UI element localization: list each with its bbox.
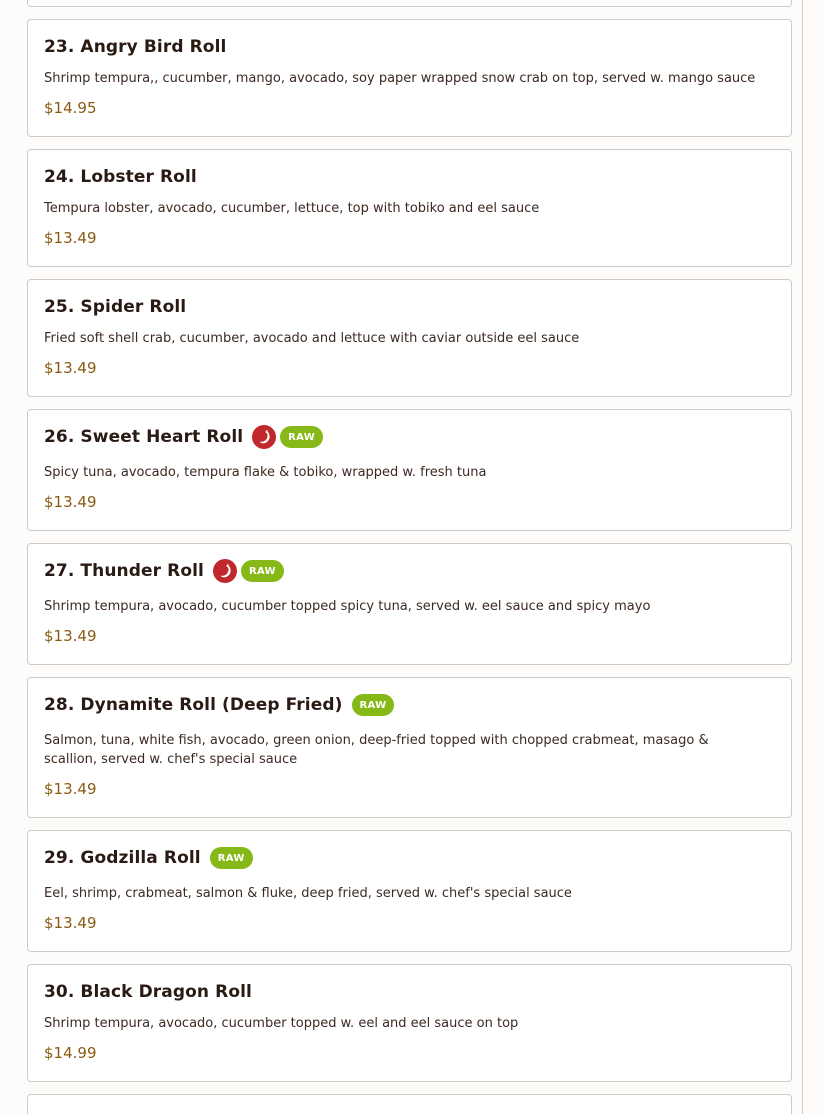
menu-item-header <box>44 424 323 450</box>
menu-item-header <box>44 692 394 718</box>
menu-item-price: $13.49 <box>44 780 97 798</box>
menu-item-description: Tempura lobster, avocado, cucumber, lettuce, top with tobiko and eel sauce <box>44 201 540 216</box>
menu-item-title: 29. Godzilla Roll <box>44 848 201 868</box>
scrollbar-edge <box>802 0 803 1114</box>
menu-item-price: $13.49 <box>44 493 97 511</box>
menu-item-title: 23. Angry Bird Roll <box>44 37 227 57</box>
menu-item-card[interactable] <box>27 149 792 267</box>
menu-item-badges <box>213 559 284 583</box>
menu-item-description: Shrimp tempura, avocado, cucumber topped w. eel and eel sauce on top <box>44 1016 519 1031</box>
menu-item-card[interactable] <box>27 409 792 531</box>
menu-item-title: 24. Lobster Roll <box>44 167 197 187</box>
menu-item-title: 27. Thunder Roll <box>44 561 204 581</box>
menu-item-badges <box>210 847 253 869</box>
menu-item-header <box>44 845 253 871</box>
menu-item-description: Shrimp tempura,, cucumber, mango, avocado, soy paper wrapped snow crab on top, served w. mango sauce <box>44 71 756 86</box>
menu-item-description: Shrimp tempura, avocado, cucumber topped spicy tuna, served w. eel sauce and spicy mayo <box>44 599 651 614</box>
menu-item-card[interactable] <box>27 19 792 137</box>
menu-item-title: 30. Black Dragon Roll <box>44 982 252 1002</box>
menu-item-header <box>44 164 197 190</box>
chili-pepper-icon <box>213 559 237 583</box>
menu-item-price: $13.49 <box>44 229 97 247</box>
menu-item-description: Spicy tuna, avocado, tempura flake & tobiko, wrapped w. fresh tuna <box>44 465 487 480</box>
menu-item-card[interactable] <box>27 677 792 818</box>
menu-item-price: $14.99 <box>44 1044 97 1062</box>
raw-badge: RAW <box>241 560 284 582</box>
menu-item-header <box>44 979 252 1005</box>
menu-item-price: $13.49 <box>44 914 97 932</box>
raw-badge: RAW <box>352 694 395 716</box>
menu-item-description: Salmon, tuna, white fish, avocado, green onion, deep-fried topped with chopped crabmeat, masago & scallion, served w. chef's special sauce <box>44 733 709 767</box>
menu-item-header <box>44 34 226 60</box>
raw-badge: RAW <box>280 426 323 448</box>
menu-item-badges <box>352 694 395 716</box>
menu-item-price: $13.49 <box>44 627 97 645</box>
menu-item-card[interactable] <box>27 964 792 1082</box>
menu-item-title: 26. Sweet Heart Roll <box>44 427 244 447</box>
chili-pepper-icon <box>252 425 276 449</box>
menu-item-description: Fried soft shell crab, cucumber, avocado and lettuce with caviar outside eel sauce <box>44 331 580 346</box>
menu-item-card[interactable] <box>27 543 792 665</box>
menu-item-title: 28. Dynamite Roll (Deep Fried) <box>44 695 343 715</box>
menu-item-header <box>44 294 186 320</box>
menu-item-description: Eel, shrimp, crabmeat, salmon & fluke, deep fried, served w. chef's special sauce <box>44 886 572 901</box>
raw-badge: RAW <box>210 847 253 869</box>
menu-item-badges <box>252 425 323 449</box>
menu-item-card-partial-top[interactable] <box>27 0 792 7</box>
menu-item-price: $13.49 <box>44 359 97 377</box>
menu-item-card-partial-bottom[interactable] <box>27 1094 792 1114</box>
menu-item-header <box>44 558 284 584</box>
menu-item-title: 25. Spider Roll <box>44 297 187 317</box>
menu-item-card[interactable] <box>27 279 792 397</box>
menu-item-price: $14.95 <box>44 99 97 117</box>
menu-item-card[interactable] <box>27 830 792 952</box>
